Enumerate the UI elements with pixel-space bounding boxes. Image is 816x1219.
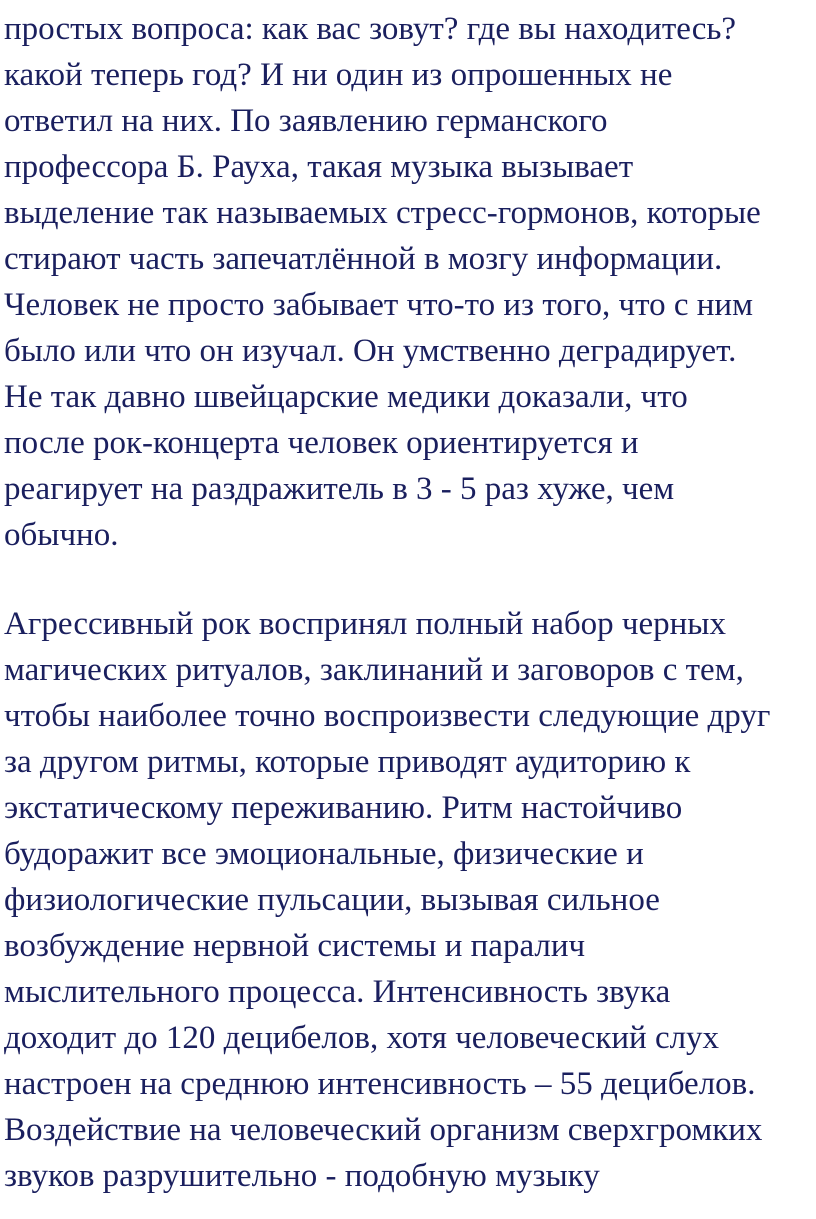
text-line: выделение так называемых стресс-гормонов, которые	[4, 195, 761, 231]
text-line: экстатическому переживанию. Ритм настойчиво	[4, 790, 683, 826]
text-line: Агрессивный рок воспринял полный набор черных	[4, 606, 726, 642]
text-line: магических ритуалов, заклинаний и заговоров с тем,	[4, 652, 744, 688]
text-line: возбуждение нервной системы и паралич	[4, 928, 586, 964]
text-line: обычно.	[4, 517, 119, 553]
text-line: было или что он изучал. Он умственно деградирует.	[4, 333, 737, 369]
text-line: профессора Б. Рауха, такая музыка вызывает	[4, 149, 634, 185]
text-line: после рок-концерта человек ориентируется и	[4, 425, 639, 461]
text-line: Воздействие на человеческий организм сверхгромких	[4, 1112, 763, 1148]
text-line: доходит до 120 децибелов, хотя человеческий слух	[4, 1020, 720, 1056]
paragraph-2	[4, 601, 770, 1199]
text-line: физиологические пульсации, вызывая сильное	[4, 882, 660, 918]
text-line: мыслительного процесса. Интенсивность звука	[4, 974, 671, 1010]
text-line: звуков разрушительно - подобную музыку	[4, 1158, 600, 1194]
text-line: ответил на них. По заявлению германского	[4, 103, 608, 139]
text-line: Не так давно швейцарские медики доказали, что	[4, 379, 688, 415]
text-line: будоражит все эмоциональные, физические и	[4, 836, 644, 872]
text-line: за другом ритмы, которые приводят аудиторию к	[4, 744, 691, 780]
paragraph-1	[4, 6, 761, 558]
text-line: настроен на среднюю интенсивность – 55 децибелов.	[4, 1066, 756, 1102]
text-line: реагирует на раздражитель в 3 - 5 раз хуже, чем	[4, 471, 675, 507]
text-line: какой теперь год? И ни один из опрошенных не	[4, 57, 673, 93]
text-line: Человек не просто забывает что-то из того, что с ним	[4, 287, 753, 323]
text-line: стирают часть запечатлённой в мозгу информации.	[4, 241, 723, 277]
text-line: чтобы наиболее точно воспроизвести следующие друг	[4, 698, 771, 734]
text-line: простых вопроса: как вас зовут? где вы находитесь?	[4, 11, 737, 47]
